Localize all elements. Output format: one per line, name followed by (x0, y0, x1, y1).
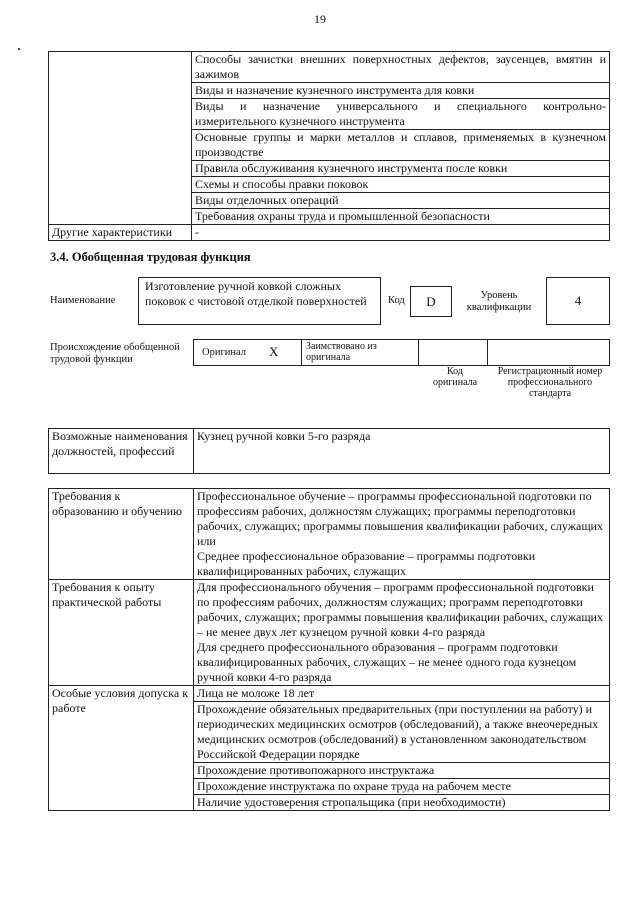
education-label: Требования к образованию и обучению (49, 489, 194, 580)
other-characteristics-value: - (192, 225, 610, 241)
requirements-table (48, 488, 610, 811)
knowledge-row: Виды и назначение универсального и специального контрольно-измерительного кузнечного инструмента (192, 99, 610, 130)
divider (418, 340, 419, 365)
conditions-row: Прохождение обязательных предварительных (при поступлении на работу) и периодических медицинских осмотров (обследований), а также внеочередных медицинских осмотров (обследований) в установленном законодательством Российской Федерации порядке (194, 702, 610, 763)
level-label: Уровень квалификации (466, 290, 532, 313)
knowledge-row: Способы зачистки внешних поверхностных дефектов, заусенцев, вмятин и зажимов (192, 52, 610, 83)
education-cell (194, 489, 610, 580)
conditions-row: Лица не моложе 18 лет (194, 686, 610, 702)
conditions-row: Прохождение инструктажа по охране труда на рабочем месте (194, 779, 610, 795)
knowledge-row: Схемы и способы правки поковок (192, 177, 610, 193)
knowledge-table (48, 51, 610, 241)
original-mark: X (269, 344, 279, 359)
divider (301, 340, 302, 365)
education-line: Среднее профессиональное образование – программы подготовки квалифицированных рабочих, служащих (197, 549, 536, 578)
knowledge-row: Виды и назначение кузнечного инструмента для ковки (192, 83, 610, 99)
level-value: 4 (546, 277, 610, 325)
experience-line: Для среднего профессионального образования – программ подготовки квалифицированных рабочих, служащих – не менее одного года кузнецом ручной ковки 4-го разряда (197, 640, 577, 684)
name-value: Изготовление ручной ковкой сложных поковок с чистовой отделкой поверхностей (145, 279, 367, 308)
knowledge-row: Правила обслуживания кузнечного инструмента после ковки (192, 161, 610, 177)
page-number: 19 (314, 12, 326, 26)
conditions-row: Прохождение противопожарного инструктажа (194, 763, 610, 779)
original-label: Оригинал (202, 347, 246, 358)
conditions-row: Наличие удостоверения стропальщика (при необходимости) (194, 795, 610, 811)
section-title: 3.4. Обобщенная трудовая функция (50, 250, 251, 264)
code-caption: Код оригинала (432, 366, 478, 388)
origin-row (193, 339, 610, 366)
education-line: Профессиональное обучение – программы профессиональной подготовки по профессиям рабочих, должностям служащих; программы переподготовки рабочих, служащих; программы повышения квалификации рабочих, служащих (197, 489, 603, 533)
code-label: Код (388, 295, 405, 306)
experience-line: Для профессионального обучения – программ профессиональной подготовки по профессиям рабочих, должностям служащих; программ переподготовки рабочих, служащих; программы повышения квалификации рабочих, служащих – не менее двух лет кузнецом ручной ковки 4-го разряда (197, 580, 603, 639)
education-line: или (197, 534, 216, 548)
divider (487, 340, 488, 365)
experience-label: Требования к опыту практической работы (49, 580, 194, 686)
code-value: D (410, 286, 452, 317)
knowledge-row: Основные группы и марки металлов и сплавов, применяемых в кузнечном производстве (192, 130, 610, 161)
positions-table (48, 428, 610, 474)
conditions-label: Особые условия допуска к работе (49, 686, 194, 811)
experience-cell (194, 580, 610, 686)
knowledge-label-cell (49, 52, 192, 225)
borrowed-label: Заимствовано из оригинала (306, 341, 377, 363)
positions-label: Возможные наименования должностей, профессий (49, 429, 194, 474)
name-box (138, 277, 381, 325)
knowledge-row: Требования охраны труда и промышленной безопасности (192, 209, 610, 225)
reg-caption: Регистрационный номер профессионального стандарта (497, 366, 603, 399)
origin-label: Происхождение обобщенной трудовой функции (50, 342, 180, 365)
other-characteristics-label: Другие характеристики (49, 225, 192, 241)
knowledge-row: Виды отделочных операций (192, 193, 610, 209)
scan-dot (18, 48, 20, 50)
name-label: Наименование (50, 295, 116, 306)
positions-value: Кузнец ручной ковки 5-го разряда (194, 429, 610, 474)
